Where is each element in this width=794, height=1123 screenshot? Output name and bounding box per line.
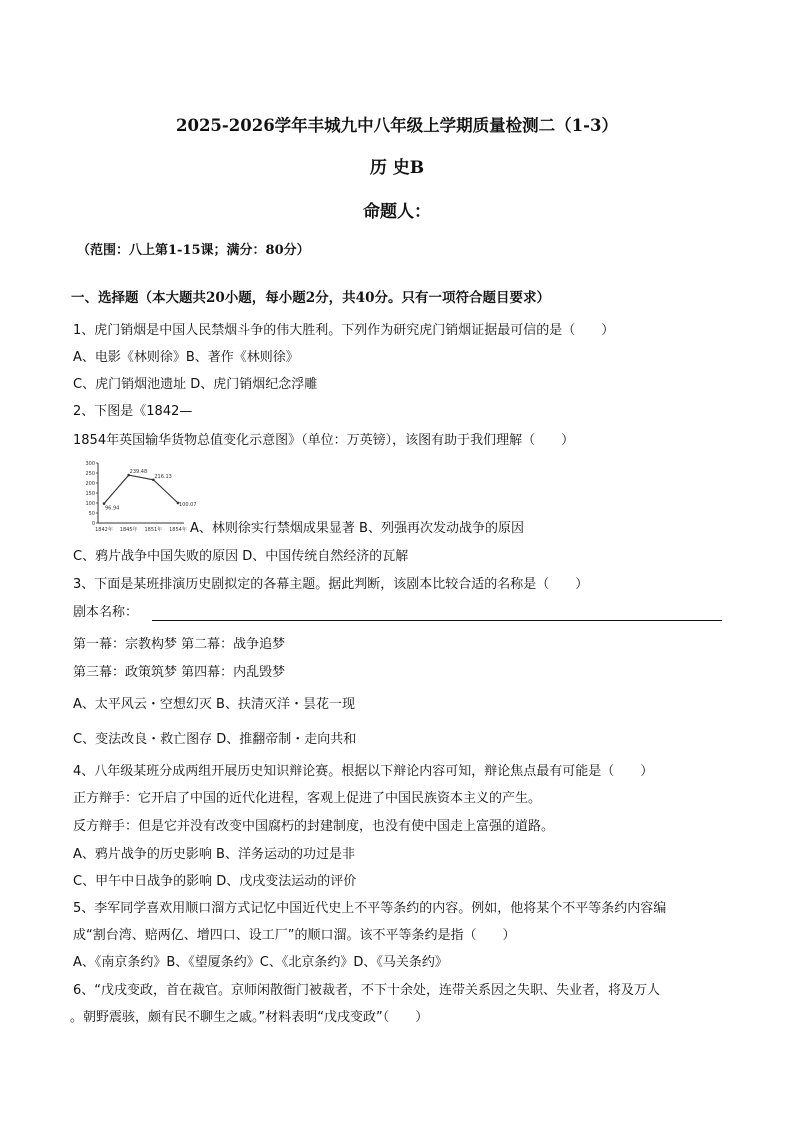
question-6-stem-line1: 6、“戊戌变政，首在裁官。京师闲散衙门被裁者，不下十余处，连带关系因之失职、失业者，将及万人: [73, 983, 661, 998]
question-5-options: A、《南京条约》B、《望厦条约》C、《北京条约》D、《马关条约》: [73, 955, 448, 970]
question-5-stem-line2: 成“割台湾、赔两亿、增四口、设工厂”的顺口溜。该不平等条约是指（ ）: [73, 928, 516, 943]
question-6-stem-line2: 。朝野震骇，颇有民不聊生之戚。”材料表明“戊戌变政”（ ）: [70, 1010, 429, 1025]
subject-title: 历 史B: [369, 158, 425, 178]
x-tick-label: 1851年: [144, 527, 163, 533]
exam-title: 2025-2026学年丰城九中八年级上学期质量检测二（1-3）: [175, 116, 618, 135]
data-point: [103, 502, 106, 505]
y-tick-label: 0: [91, 521, 95, 527]
question-2-stem-line2: 1854年英国输华货物总值变化示意图》（单位：万英镑），该图有助于我们理解（ ）: [73, 433, 575, 448]
question-3-acts-line1: 第一幕：宗教构梦 第二幕：战争追梦: [73, 637, 286, 652]
y-tick-label: 100: [85, 501, 95, 507]
question-4-con-debater: 反方辩手：但是它并没有改变中国腐朽的封建制度，也没有使中国走上富强的道路。: [73, 819, 555, 834]
export-value-line-chart: [78, 458, 197, 536]
question-4-pro-debater: 正方辩手：它开启了中国的近代化进程，客观上促进了中国民族资本主义的产生。: [73, 791, 542, 806]
question-3-acts-line2: 第三幕：政策筑梦 第四幕：内乱毁梦: [73, 665, 286, 680]
question-1-options-cd: C、虎门销烟池遗址 D、虎门销烟纪念浮雕: [73, 377, 318, 392]
question-2-options-ab: A、林则徐实行禁烟成果显著 B、列强再次发动战争的原因: [190, 521, 524, 536]
author-line: 命题人：: [363, 202, 431, 222]
question-3-options-ab: A、太平风云・空想幻灭 B、扶清灭洋・昙花一现: [73, 697, 355, 712]
question-4-options-cd: C、甲午中日战争的影响 D、戊戌变法运动的评价: [73, 874, 357, 889]
question-1-stem: 1、虎门销烟是中国人民禁烟斗争的伟大胜利。下列作为研究虎门销烟证据最可信的是（ ）: [73, 323, 615, 338]
data-label: 96.94: [105, 505, 120, 512]
question-3-stem: 3、下面是某班排演历史剧拟定的各幕主题。据此判断，该剧本比较合适的名称是（ ）: [73, 577, 589, 592]
question-4-stem: 4、八年级某班分成两组开展历史知识辩论赛。根据以下辩论内容可知，辩论焦点最有可能是（ ）: [73, 764, 654, 779]
script-name-label: 剧本名称：: [73, 605, 139, 620]
question-1-options-ab: A、电影《林则徐》B、著作《林则徐》: [73, 350, 299, 365]
section-heading: 一、选择题（本大题共20小题，每小题2分，共40分。只有一项符合题目要求）: [71, 290, 550, 306]
y-tick-label: 250: [85, 471, 95, 477]
question-3-options-cd: C、变法改良・救亡图存 D、推翻帝制・走向共和: [73, 732, 357, 747]
x-tick-label: 1845年: [119, 527, 138, 533]
y-tick-label: 300: [85, 461, 95, 467]
scope-line: （范围：八上第1-15课；满分：80分）: [77, 243, 310, 258]
x-tick-label: 1842年: [95, 527, 113, 533]
script-name-blank: [152, 620, 722, 621]
data-label: 216.13: [154, 473, 172, 480]
question-2-stem-line1: 2、下图是《1842—: [73, 404, 193, 419]
y-tick-label: 50: [88, 511, 95, 517]
x-tick-label: 1854年: [169, 527, 187, 533]
y-tick-label: 150: [85, 491, 95, 497]
question-2-options-cd: C、鸦片战争中国失败的原因 D、中国传统自然经济的瓦解: [73, 549, 409, 564]
question-5-stem-line1: 5、李军同学喜欢用顺口溜方式记忆中国近代史上不平等条约的内容。例如，他将某个不平等条约内容编: [73, 901, 667, 916]
question-4-options-ab: A、鸦片战争的历史影响 B、洋务运动的功过是非: [73, 847, 355, 862]
data-label: 100.07: [179, 501, 197, 508]
data-label: 239.48: [129, 469, 148, 476]
y-tick-label: 200: [85, 481, 95, 487]
